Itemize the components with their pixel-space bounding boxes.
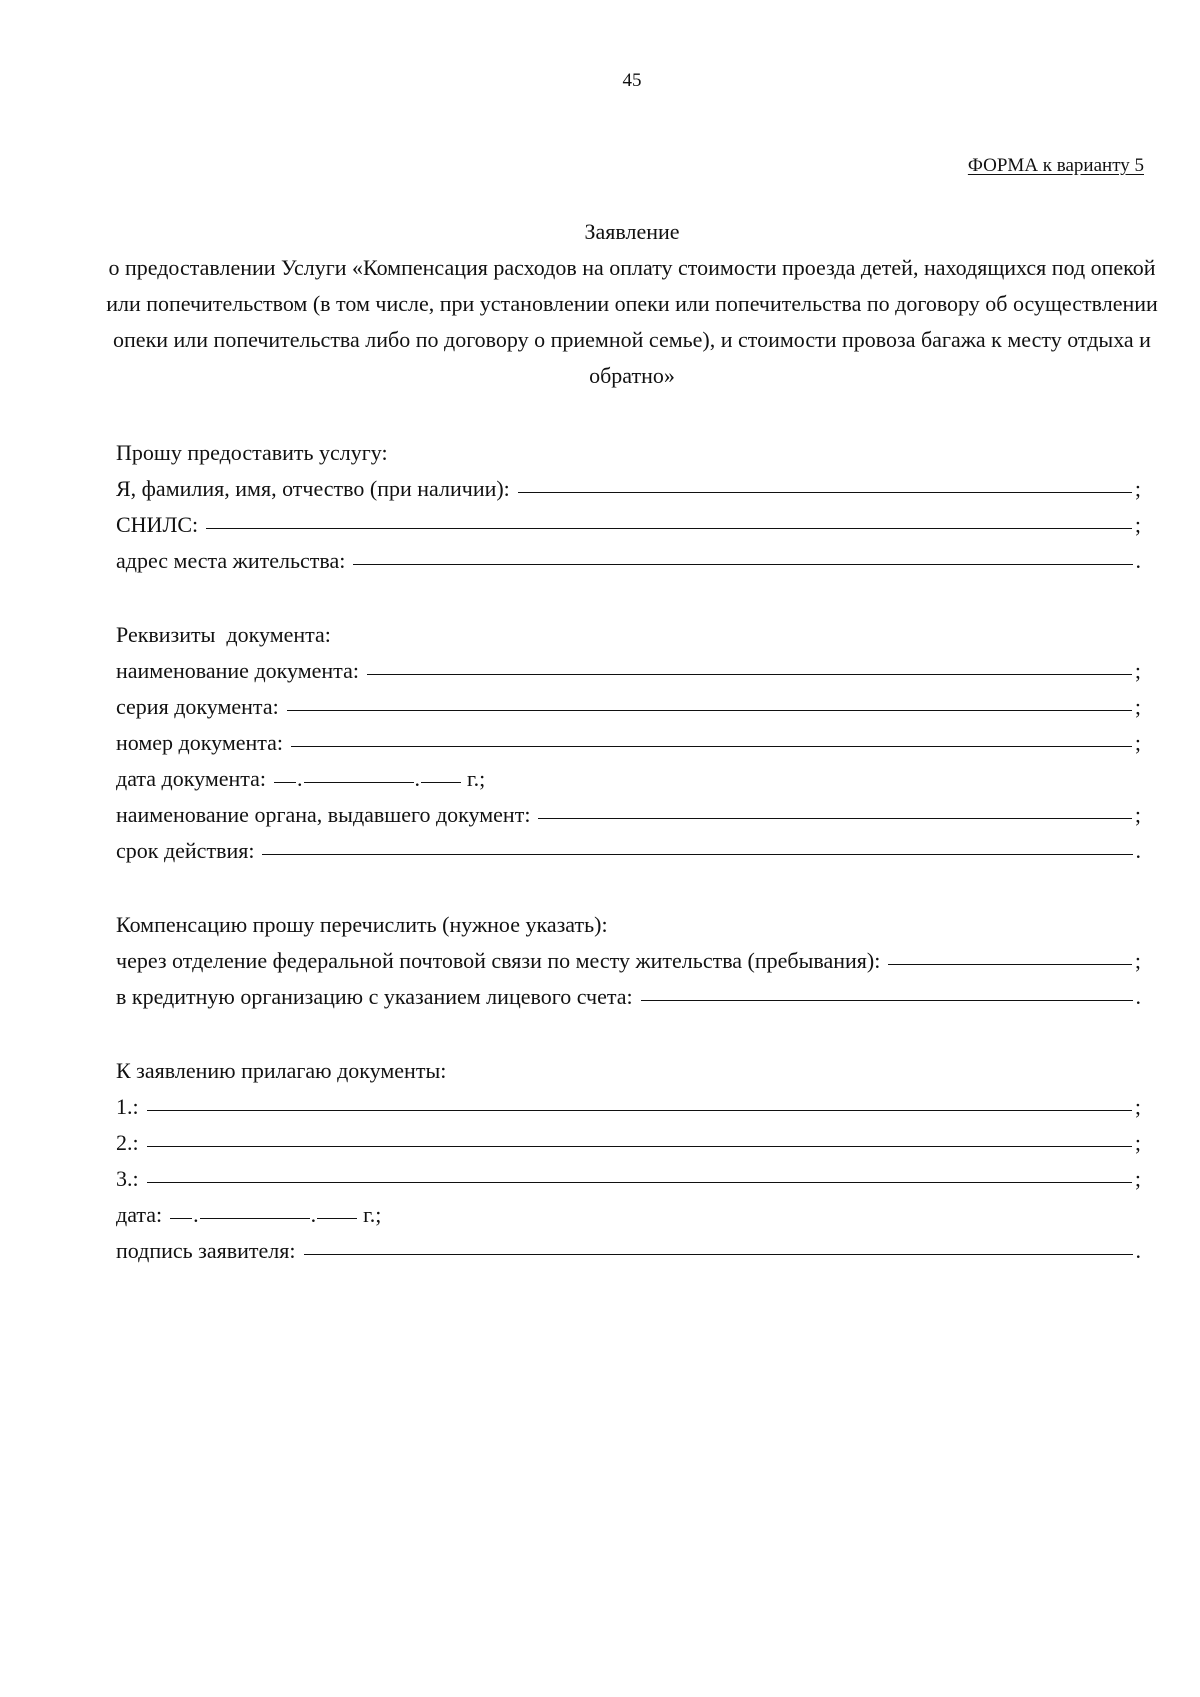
address-blank[interactable] bbox=[353, 563, 1132, 565]
validity-blank[interactable] bbox=[262, 853, 1132, 855]
payment-title: Компенсацию прошу перечислить (нужное указать): bbox=[116, 912, 608, 937]
application-date-year[interactable] bbox=[317, 1217, 357, 1219]
snils-field[interactable]: СНИЛС: ; bbox=[116, 512, 1141, 537]
attachment-1-blank[interactable] bbox=[147, 1109, 1132, 1111]
signature-blank[interactable] bbox=[304, 1253, 1133, 1255]
bank-account-field[interactable]: в кредитную организацию с указанием лицевого счета: . bbox=[116, 984, 1141, 1009]
document-number-field[interactable]: номер документа: ; bbox=[116, 730, 1141, 755]
document-series-blank[interactable] bbox=[287, 709, 1132, 711]
post-office-blank[interactable] bbox=[888, 963, 1132, 965]
signature-field[interactable]: подпись заявителя: . bbox=[116, 1238, 1141, 1263]
application-date-month[interactable] bbox=[200, 1217, 310, 1219]
applicant-intro: Прошу предоставить услугу: bbox=[116, 440, 388, 465]
attachment-1-field[interactable]: 1.: ; bbox=[116, 1094, 1141, 1119]
applicant-section bbox=[116, 430, 1141, 574]
attachment-3-blank[interactable] bbox=[147, 1181, 1132, 1183]
attachments-title: К заявлению прилагаю документы: bbox=[116, 1058, 447, 1083]
validity-field[interactable]: срок действия: . bbox=[116, 838, 1141, 863]
issuer-field[interactable]: наименование органа, выдавшего документ: ; bbox=[116, 802, 1141, 827]
snils-blank[interactable] bbox=[206, 527, 1132, 529]
document-date-field[interactable]: дата документа: . . г.; bbox=[116, 766, 486, 791]
fullname-blank[interactable] bbox=[518, 491, 1132, 493]
document-section bbox=[116, 612, 1141, 864]
document-date-month[interactable] bbox=[304, 781, 414, 783]
document-heading bbox=[100, 214, 1164, 394]
document-series-field[interactable]: серия документа: ; bbox=[116, 694, 1141, 719]
attachments-section bbox=[116, 1048, 1141, 1264]
address-field[interactable]: адрес места жительства: . bbox=[116, 548, 1141, 573]
payment-section bbox=[116, 902, 1141, 1010]
address-label: адрес места жительства: bbox=[116, 548, 346, 573]
document-subtitle: о предоставлении Услуги «Компенсация расходов на оплату стоимости проезда детей, находящихся под опекой или попечительством (в том числе, при установлении опеки или попечительства по договору об осуществлении опеки или попечительства либо по договору о приемной семье), и стоимости провоза багажа к месту отдыха и обратно» bbox=[106, 255, 1158, 388]
bank-account-blank[interactable] bbox=[641, 999, 1133, 1001]
document-section-title: Реквизиты документа: bbox=[116, 622, 331, 647]
document-name-field[interactable]: наименование документа: ; bbox=[116, 658, 1141, 683]
attachment-2-field[interactable]: 2.: ; bbox=[116, 1130, 1141, 1155]
snils-label: СНИЛС: bbox=[116, 512, 199, 537]
document-date-day[interactable] bbox=[274, 781, 296, 783]
document-date-year[interactable] bbox=[421, 781, 461, 783]
application-date-day[interactable] bbox=[170, 1217, 192, 1219]
issuer-blank[interactable] bbox=[538, 817, 1131, 819]
application-date-field[interactable]: дата: . . г.; bbox=[116, 1202, 382, 1227]
fullname-label: Я, фамилия, имя, отчество (при наличии): bbox=[116, 476, 510, 501]
attachment-3-field[interactable]: 3.: ; bbox=[116, 1166, 1141, 1191]
document-name-blank[interactable] bbox=[367, 673, 1132, 675]
document-number-blank[interactable] bbox=[291, 745, 1132, 747]
attachment-2-blank[interactable] bbox=[147, 1145, 1132, 1147]
application-date-label: дата: bbox=[116, 1202, 163, 1227]
fullname-field[interactable]: Я, фамилия, имя, отчество (при наличии): ; bbox=[116, 476, 1141, 501]
post-office-field[interactable]: через отделение федеральной почтовой связи по месту жительства (пребывания): ; bbox=[116, 948, 1141, 973]
page-number: 45 bbox=[622, 70, 642, 91]
document-date-label: дата документа: bbox=[116, 766, 267, 791]
form-body bbox=[116, 430, 1141, 1302]
form-reference: ФОРМА к варианту 5 bbox=[967, 155, 1144, 176]
document-title: Заявление bbox=[584, 219, 680, 244]
